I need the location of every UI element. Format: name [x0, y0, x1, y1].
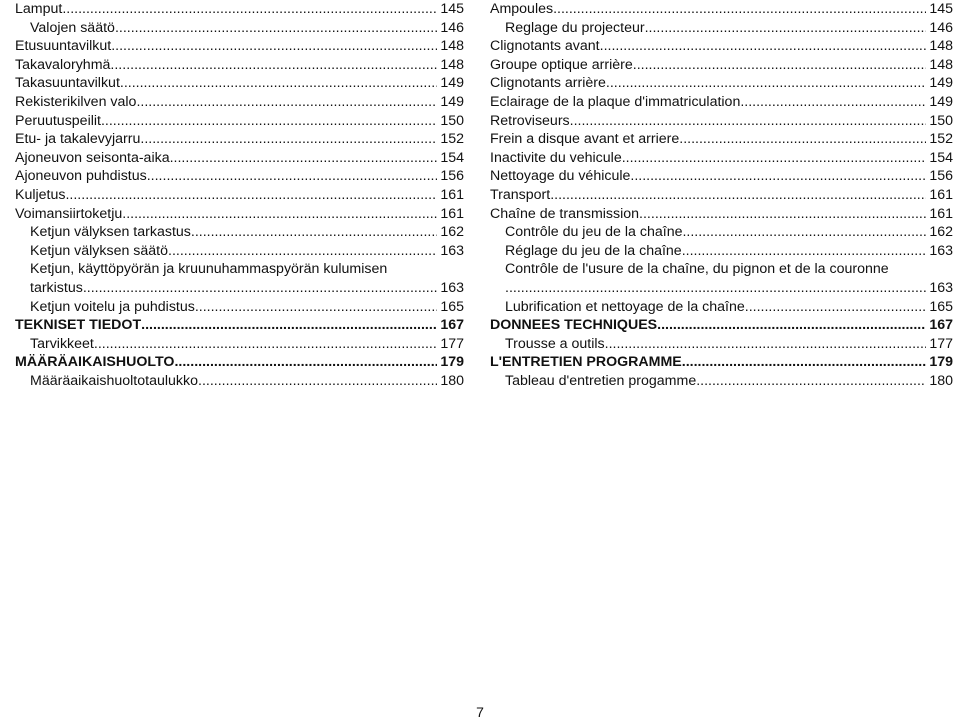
finnish-toc-entry[interactable] — [15, 279, 464, 298]
finnish-toc-entry[interactable] — [15, 260, 464, 279]
dot-leader — [553, 0, 926, 19]
dot-leader — [147, 167, 438, 186]
french-toc-entry[interactable] — [490, 56, 953, 75]
toc-entry-title: Réglage du jeu de la chaîne — [505, 242, 682, 259]
toc-entry-title: Rekisterikilven valo — [15, 93, 137, 110]
dot-leader — [115, 19, 437, 38]
dot-leader — [606, 74, 926, 93]
toc-column-french — [490, 0, 953, 390]
toc-entry-page-number: 154 — [929, 149, 953, 166]
toc-entry-page-number: 179 — [929, 354, 953, 371]
french-toc-entry[interactable] — [490, 186, 953, 205]
toc-entry-title: Clignotants arrière — [490, 75, 606, 92]
toc-entry-title: DONNEES TECHNIQUES — [490, 317, 658, 334]
toc-entry-title: Määräaikaishuoltotaulukko — [30, 372, 198, 389]
toc-entry-title: tarkistus — [30, 279, 83, 296]
toc-entry-title: Nettoyage du véhicule — [490, 168, 631, 185]
dot-leader — [505, 279, 926, 298]
toc-entry-title: Contrôle du jeu de la chaîne — [505, 224, 683, 241]
toc-entry-title: Takasuuntavilkut — [15, 75, 120, 92]
dot-leader — [622, 149, 927, 168]
finnish-toc-entry[interactable] — [15, 93, 464, 112]
toc-entry-title: Peruutuspeilit — [15, 112, 101, 129]
toc-entry-page-number: 156 — [440, 168, 464, 185]
dot-leader — [141, 316, 437, 335]
toc-entry-title: Retroviseurs — [490, 112, 570, 129]
finnish-toc-entry[interactable] — [15, 242, 464, 261]
toc-entry-title: Ajoneuvon puhdistus — [15, 168, 147, 185]
toc-entry-page-number: 180 — [440, 372, 464, 389]
toc-entry-title: Voimansiirtoketju — [15, 205, 123, 222]
toc-entry-title: Etu- ja takalevyjarru — [15, 131, 141, 148]
toc-entry-title: Groupe optique arrière — [490, 56, 633, 73]
finnish-toc-entry[interactable] — [15, 37, 464, 56]
toc-entry-title: L'ENTRETIEN PROGRAMME — [490, 354, 682, 371]
dot-leader — [657, 316, 926, 335]
toc-entry-page-number: 167 — [929, 317, 953, 334]
toc-entry-page-number: 167 — [440, 317, 464, 334]
finnish-toc-entry[interactable] — [15, 19, 464, 38]
french-toc-entry[interactable] — [490, 298, 953, 317]
french-toc-entry[interactable] — [490, 112, 953, 131]
toc-entry-page-number: 150 — [440, 112, 464, 129]
toc-entry-title: Ampoules — [490, 1, 554, 17]
french-toc-entry[interactable] — [490, 74, 953, 93]
toc-entry-page-number: 148 — [929, 56, 953, 73]
french-toc-entry[interactable] — [490, 93, 953, 112]
dot-leader — [140, 130, 437, 149]
toc-entry-page-number: 148 — [440, 56, 464, 73]
toc-entry-title: TEKNISET TIEDOT — [15, 317, 142, 334]
toc-entry-title: Kuljetus — [15, 186, 66, 203]
dot-leader — [745, 298, 927, 317]
finnish-toc-entry[interactable] — [15, 205, 464, 224]
dot-leader — [62, 0, 437, 19]
toc-entry-page-number: 163 — [929, 242, 953, 259]
dot-leader — [682, 223, 926, 242]
dot-leader — [122, 205, 437, 224]
toc-entry-page-number: 161 — [929, 205, 953, 222]
french-toc-entry[interactable] — [490, 0, 953, 19]
toc-entry-page-number: 149 — [440, 93, 464, 110]
toc-entry-page-number: 146 — [440, 19, 464, 36]
toc-entry-page-number: 163 — [929, 279, 953, 296]
dot-leader — [550, 186, 926, 205]
toc-entry-page-number: 161 — [440, 205, 464, 222]
french-toc-entry[interactable] — [490, 130, 953, 149]
toc-entry-page-number: 154 — [440, 149, 464, 166]
toc-entry-page-number: 162 — [929, 224, 953, 241]
toc-entry-page-number: 165 — [929, 298, 953, 315]
toc-entry-page-number: 145 — [440, 1, 464, 17]
toc-entry-title: Reglage du projecteur — [505, 19, 645, 36]
dot-leader — [740, 93, 926, 112]
dot-leader — [570, 112, 927, 131]
dot-leader — [198, 372, 437, 391]
french-toc-entry[interactable] — [490, 353, 953, 372]
toc-entry-page-number: 148 — [929, 38, 953, 55]
dot-leader — [65, 186, 437, 205]
dot-leader — [696, 372, 926, 391]
french-toc-entry[interactable] — [490, 149, 953, 168]
toc-entry-title: Lamput — [15, 1, 63, 17]
dot-leader — [170, 149, 438, 168]
toc-entry-title: Ketjun voitelu ja puhdistus — [30, 298, 195, 315]
finnish-toc-entry[interactable] — [15, 353, 464, 372]
dot-leader — [633, 56, 927, 75]
french-toc-entry[interactable] — [490, 372, 953, 391]
toc-entry-page-number: 180 — [929, 372, 953, 389]
toc-entry-page-number: 149 — [929, 93, 953, 110]
dot-leader — [679, 130, 926, 149]
finnish-toc-entry[interactable] — [15, 112, 464, 131]
french-toc-entry[interactable] — [490, 205, 953, 224]
french-toc-entry[interactable] — [490, 242, 953, 261]
toc-entry-page-number: 152 — [440, 131, 464, 148]
toc-entry-title: Tableau d'entretien progamme — [505, 372, 697, 389]
french-toc-entry[interactable] — [490, 260, 953, 279]
toc-entry-title: Tarvikkeet — [30, 335, 94, 352]
finnish-toc-entry[interactable] — [15, 149, 464, 168]
dot-leader — [682, 242, 927, 261]
toc-entry-page-number: 149 — [929, 75, 953, 92]
toc-entry-page-number: 145 — [929, 1, 953, 17]
french-toc-entry[interactable] — [490, 167, 953, 186]
dot-leader — [136, 93, 437, 112]
finnish-toc-entry[interactable] — [15, 223, 464, 242]
toc-entry-page-number: 163 — [440, 279, 464, 296]
dot-leader — [195, 298, 437, 317]
french-toc-entry[interactable] — [490, 279, 953, 298]
finnish-toc-entry[interactable] — [15, 298, 464, 317]
dot-leader — [639, 205, 926, 224]
toc-entry-page-number: 177 — [440, 335, 464, 352]
toc-entry-title: Ketjun välyksen tarkastus — [30, 224, 191, 241]
toc-entry-page-number: 146 — [929, 19, 953, 36]
dot-leader — [120, 74, 437, 93]
finnish-toc-entry[interactable] — [15, 0, 464, 19]
toc-entry-title: Etusuuntavilkut — [15, 38, 112, 55]
finnish-toc-entry[interactable] — [15, 186, 464, 205]
dot-leader — [605, 335, 927, 354]
toc-entry-title: Clignotants avant — [490, 38, 600, 55]
dot-leader — [174, 353, 437, 372]
dot-leader — [682, 353, 927, 372]
french-toc-entry[interactable] — [490, 19, 953, 38]
finnish-toc-entry[interactable] — [15, 56, 464, 75]
finnish-toc-entry[interactable] — [15, 74, 464, 93]
toc-entry-page-number: 148 — [440, 38, 464, 55]
dot-leader — [83, 279, 438, 298]
toc-entry-title: MÄÄRÄAIKAISHUOLTO — [15, 354, 175, 371]
finnish-toc-entry[interactable] — [15, 335, 464, 354]
toc-entry-title: Inactivite du vehicule — [490, 149, 622, 166]
dot-leader — [645, 19, 927, 38]
french-toc-entry[interactable] — [490, 37, 953, 56]
toc-entry-title: Ketjun, käyttöpyörän ja kruunuhammaspyörän kulumisen — [30, 261, 388, 278]
toc-entry-page-number: 163 — [440, 242, 464, 259]
dot-leader — [630, 167, 926, 186]
toc-entry-page-number: 156 — [929, 168, 953, 185]
toc-entry-title: Transport — [490, 186, 551, 203]
toc-column-finnish — [15, 0, 464, 390]
toc-entry-page-number: 149 — [440, 75, 464, 92]
french-toc-entry[interactable] — [490, 316, 953, 335]
toc-entry-title: Contrôle de l'usure de la chaîne, du pignon et de la couronne — [505, 261, 889, 278]
french-toc-entry[interactable] — [490, 335, 953, 354]
toc-entry-page-number: 161 — [440, 186, 464, 203]
toc-entry-page-number: 177 — [929, 335, 953, 352]
toc-entry-page-number: 162 — [440, 224, 464, 241]
finnish-toc-entry[interactable] — [15, 130, 464, 149]
toc-entry-page-number: 150 — [929, 112, 953, 129]
toc-entry-title: Trousse a outils — [505, 335, 605, 352]
toc-entry-title: Eclairage de la plaque d'immatriculation — [490, 93, 741, 110]
toc-entry-title: Chaîne de transmission — [490, 205, 640, 222]
page-number: 7 — [476, 704, 484, 720]
toc-entry-page-number: 152 — [929, 131, 953, 148]
toc-entry-title: Frein a disque avant et arriere — [490, 131, 680, 148]
dot-leader — [191, 223, 437, 242]
finnish-toc-entry[interactable] — [15, 316, 464, 335]
dot-leader — [101, 112, 437, 131]
toc-entry-page-number: 161 — [929, 186, 953, 203]
toc-entry-title: Lubrification et nettoyage de la chaîne — [505, 298, 745, 315]
dot-leader — [600, 37, 927, 56]
toc-entry-title: Ajoneuvon seisonta-aika — [15, 149, 170, 166]
french-toc-entry[interactable] — [490, 223, 953, 242]
toc-entry-page-number: 179 — [440, 354, 464, 371]
toc-entry-title: Takavaloryhmä — [15, 56, 111, 73]
finnish-toc-entry[interactable] — [15, 167, 464, 186]
dot-leader — [110, 56, 437, 75]
dot-leader — [94, 335, 437, 354]
toc-entry-title: Valojen säätö — [30, 19, 115, 36]
finnish-toc-entry[interactable] — [15, 372, 464, 391]
dot-leader — [168, 242, 437, 261]
toc-entry-page-number: 165 — [440, 298, 464, 315]
toc-entry-title: Ketjun välyksen säätö — [30, 242, 169, 259]
dot-leader — [111, 37, 437, 56]
